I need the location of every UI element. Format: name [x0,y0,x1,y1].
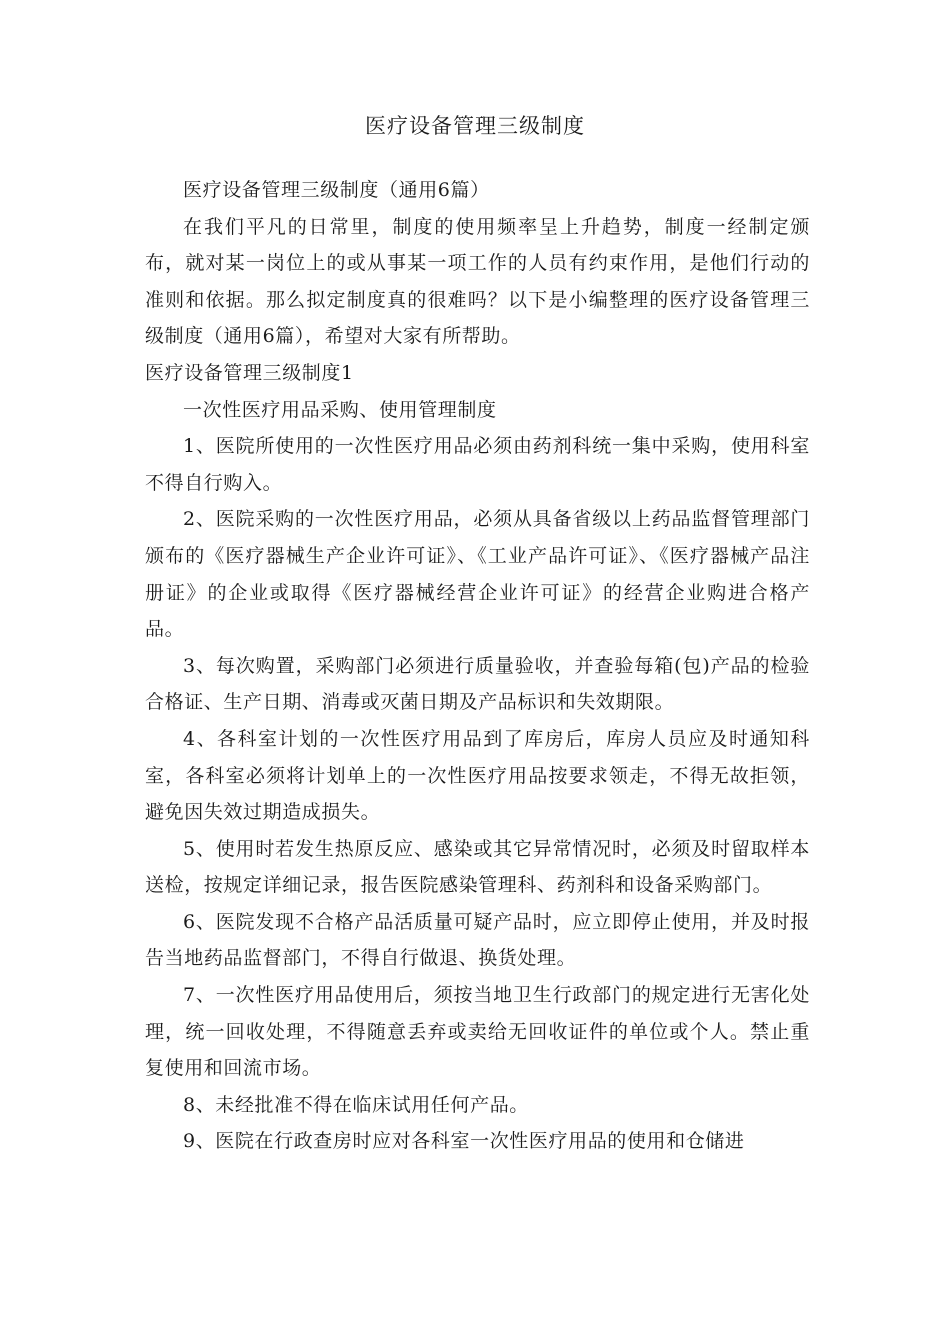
rule-item-3: 3、每次购置，采购部门必须进行质量验收，并查验每箱(包)产品的检验合格证、生产日期、消毒或灭菌日期及产品标识和失效期限。 [145,654,810,714]
paragraph-subtitle: 医疗设备管理三级制度（通用6篇） [183,179,490,201]
rule-item-9: 9、医院在行政查房时应对各科室一次性医疗用品的使用和仓储进 [183,1130,745,1153]
section-heading: 医疗设备管理三级制度1 [145,361,354,384]
rule-item-6: 6、医院发现不合格产品活质量可疑产品时，应立即停止使用，并及时报告当地药品监督部门，不得自行做退、换货处理。 [145,910,810,970]
paragraph-intro: 在我们平凡的日常里，制度的使用频率呈上升趋势，制度一经制定颁布，就对某一岗位上的或从事某一项工作的人员有约束作用，是他们行动的准则和依据。那么拟定制度真的很难吗？以下是小编整理的医疗设备管理三级制度（通用6篇），希望对大家有所帮助。 [145,215,810,348]
section-subheading: 一次性医疗用品采购、使用管理制度 [183,398,497,421]
rule-item-8: 8、未经批准不得在临床试用任何产品。 [183,1093,529,1116]
document-body [145,172,810,1160]
rule-item-5: 5、使用时若发生热原反应、感染或其它异常情况时，必须及时留取样本送检，按规定详细记录，报告医院感染管理科、药剂科和设备采购部门。 [145,837,810,897]
rule-item-2: 2、医院采购的一次性医疗用品，必须从具备省级以上药品监督管理部门颁布的《医疗器械生产企业许可证》、《工业产品许可证》、《医疗器械产品注册证》的企业或取得《医疗器械经营企业许可证》的经营企业购进合格产品。 [145,508,810,641]
document-title: 医疗设备管理三级制度 [365,114,585,138]
rule-item-4: 4、各科室计划的一次性医疗用品到了库房后，库房人员应及时通知科室，各科室必须将计划单上的一次性医疗用品按要求领走，不得无故拒领，避免因失效过期造成损失。 [145,727,810,824]
rule-item-7: 7、一次性医疗用品使用后，须按当地卫生行政部门的规定进行无害化处理，统一回收处理，不得随意丢弃或卖给无回收证件的单位或个人。禁止重复使用和回流市场。 [145,984,810,1080]
rule-item-1: 1、医院所使用的一次性医疗用品必须由药剂科统一集中采购，使用科室不得自行购入。 [145,435,810,494]
